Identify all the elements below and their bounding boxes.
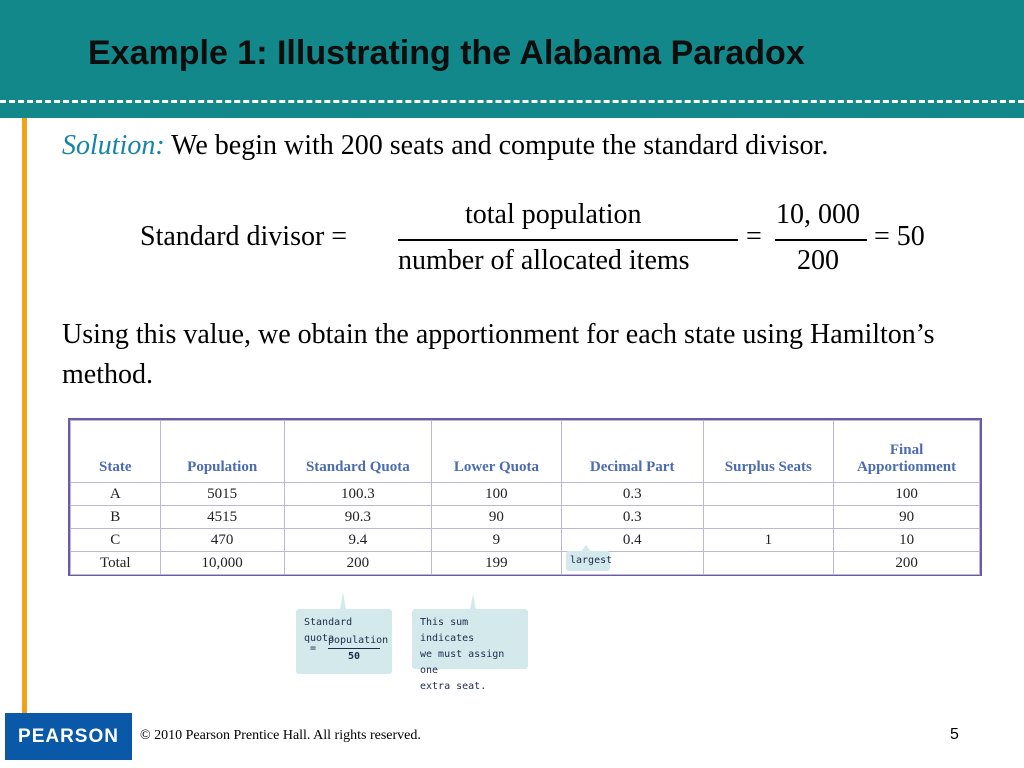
table-cell: 100 <box>834 483 980 506</box>
hamilton-paragraph: Using this value, we obtain the apportionment for each state using Hamilton’s method. <box>62 319 935 390</box>
table-cell: 90 <box>834 506 980 529</box>
formula-numerator-value: 10, 000 <box>776 199 860 230</box>
table-row <box>71 529 980 552</box>
table-cell: 200 <box>284 552 431 575</box>
solution-paragraph <box>62 126 942 166</box>
table-cell: B <box>71 506 161 529</box>
table-cell: 10,000 <box>160 552 284 575</box>
column-header: Standard Quota <box>284 421 431 483</box>
callout-equals: = <box>310 643 317 654</box>
table-cell: 0.4 <box>561 529 703 552</box>
fraction-bar <box>398 239 738 241</box>
table-cell: Total <box>71 552 161 575</box>
table-cell: 10 <box>834 529 980 552</box>
callout-denominator: 50 <box>347 651 361 662</box>
table-row <box>71 483 980 506</box>
callout-line: extra seat. <box>420 681 487 692</box>
formula-result: = 50 <box>874 221 925 252</box>
formula-numerator: total population <box>465 199 642 230</box>
column-header: State <box>71 421 161 483</box>
callout-pointer <box>340 592 346 610</box>
table-cell: 4515 <box>160 506 284 529</box>
table-cell: 0.3 <box>561 483 703 506</box>
callout-pointer <box>470 594 476 610</box>
largest-callout: largest <box>566 551 610 571</box>
column-header: Lower Quota <box>431 421 561 483</box>
callout-fraction <box>328 633 389 665</box>
formula-equals: = <box>746 221 762 252</box>
standard-quota-callout <box>296 609 392 674</box>
apportionment-table <box>68 418 982 576</box>
fraction-bar <box>775 239 867 241</box>
column-header: Surplus Seats <box>703 421 834 483</box>
table-header-row <box>71 421 980 483</box>
table-cell <box>703 506 834 529</box>
callout-line: This sum indicates <box>420 617 475 644</box>
table-cell: 470 <box>160 529 284 552</box>
table-cell <box>703 483 834 506</box>
formula-denominator-value: 200 <box>797 245 839 276</box>
table-cell: 1 <box>703 529 834 552</box>
accent-bar <box>22 118 27 720</box>
table-cell: 5015 <box>160 483 284 506</box>
table-cell: 100.3 <box>284 483 431 506</box>
slide-title: Example 1: Illustrating the Alabama Paradox <box>88 34 805 72</box>
column-header: Population <box>160 421 284 483</box>
copyright-notice: © 2010 Pearson Prentice Hall. All rights reserved. <box>140 728 421 743</box>
solution-text: We begin with 200 seats and compute the standard divisor. <box>164 130 829 161</box>
callout-numerator: population <box>328 633 380 649</box>
solution-label: Solution: <box>62 130 165 161</box>
table-cell: 90.3 <box>284 506 431 529</box>
callout-line: we must assign one <box>420 649 505 676</box>
dashed-divider <box>0 100 1024 103</box>
column-header: Decimal Part <box>561 421 703 483</box>
table-row <box>71 506 980 529</box>
column-header: Final Apportionment <box>834 421 980 483</box>
table-cell: 200 <box>834 552 980 575</box>
formula-label: Standard divisor = <box>140 221 348 252</box>
table-cell: 9.4 <box>284 529 431 552</box>
table-cell: 0.3 <box>561 506 703 529</box>
formula-denominator: number of allocated items <box>398 245 690 276</box>
table-cell <box>703 552 834 575</box>
table-cell: 9 <box>431 529 561 552</box>
table-cell: 199 <box>431 552 561 575</box>
table-cell: 90 <box>431 506 561 529</box>
table-total-row <box>71 552 980 575</box>
pearson-logo: PEARSON <box>5 713 132 760</box>
table-cell: C <box>71 529 161 552</box>
table-cell: 100 <box>431 483 561 506</box>
table-cell: A <box>71 483 161 506</box>
sum-callout <box>412 609 528 692</box>
page-number: 5 <box>950 726 959 743</box>
callout-title: Standard quota <box>304 617 353 644</box>
